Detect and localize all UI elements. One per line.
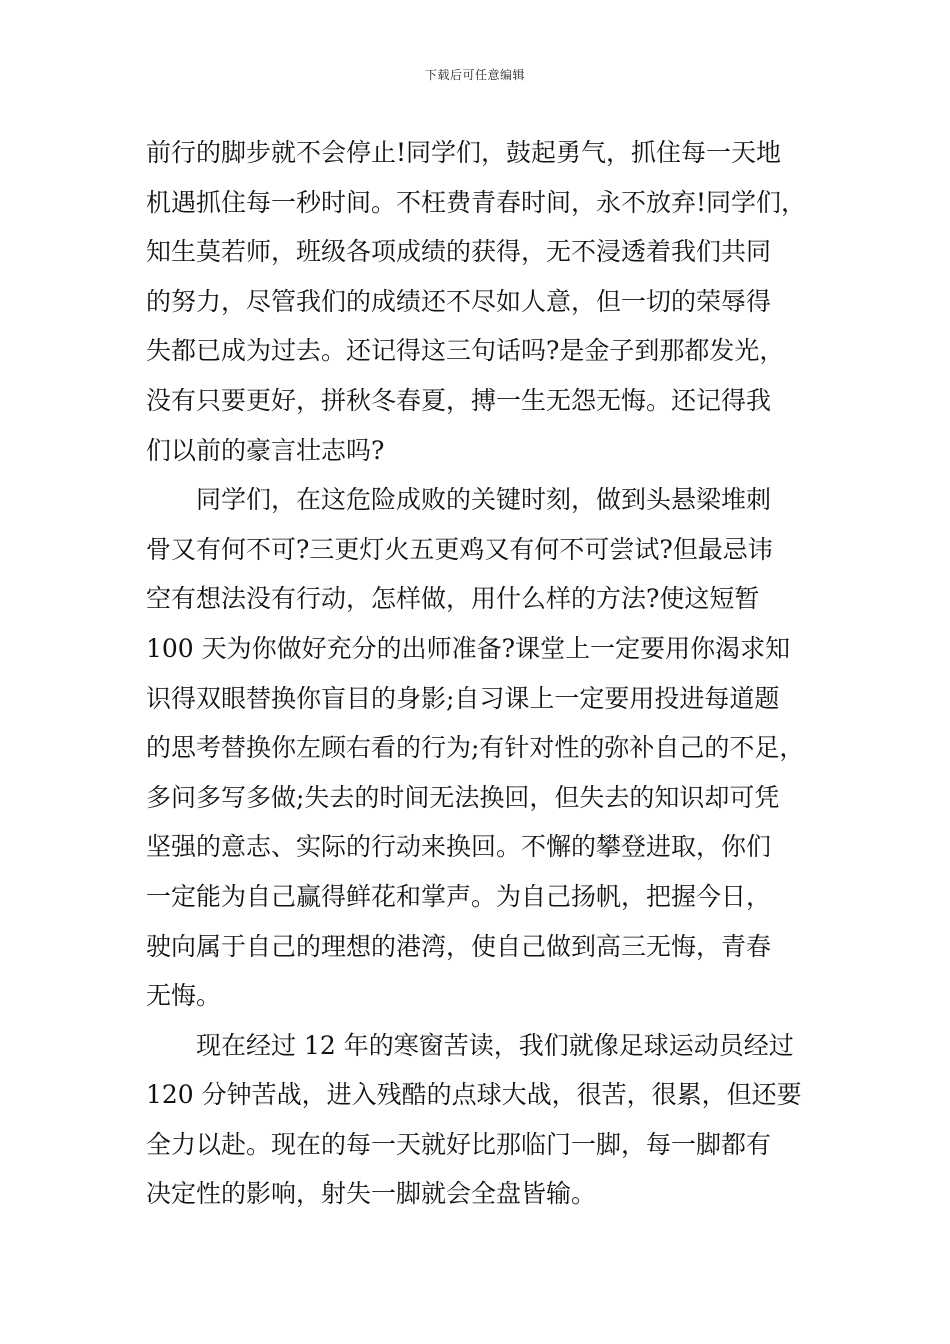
text-line: 识得双眼替换你盲目的身影;自习课上一定要用投进每道题	[146, 683, 780, 713]
text-line: 坚强的意志、实际的行动来换回。不懈的攀登进取，你们	[146, 832, 772, 862]
text-line: 无悔。	[146, 981, 222, 1011]
paragraph-1	[146, 128, 816, 475]
text-line: 120 分钟苦战，进入残酷的点球大战，很苦，很累，但还要	[146, 1080, 802, 1110]
text-line: 100 天为你做好充分的出师准备?课堂上一定要用你渴求知	[146, 633, 791, 663]
text-line: 全力以赴。现在的每一天就好比那临门一脚，每一脚都有	[146, 1129, 772, 1159]
text-line: 前行的脚步就不会停止!同学们，鼓起勇气，抓住每一天地	[146, 138, 782, 167]
text-line: 驶向属于自己的理想的港湾，使自己做到高三无悔，青春	[146, 931, 772, 961]
text-line: 知生莫若师，班级各项成绩的获得，无不浸透着我们共同	[146, 237, 772, 267]
text-line: 多问多写多做;失去的时间无法换回，但失去的知识却可凭	[146, 782, 780, 812]
page-header: 下载后可任意编辑	[424, 68, 525, 82]
text-line: 机遇抓住每一秒时间。不枉费青春时间，永不放弃!同学们，	[146, 187, 807, 217]
document-body	[146, 128, 816, 1219]
text-line: 骨又有何不可?三更灯火五更鸡又有何不可尝试?但最忌讳	[146, 534, 773, 564]
paragraph-2	[146, 475, 816, 1021]
text-line: 空有想法没有行动，怎样做，用什么样的方法?使这短暂	[146, 584, 760, 614]
text-line: 们以前的豪言壮志吗?	[146, 435, 385, 465]
text-line: 现在经过 12 年的寒窗苦读，我们就像足球运动员经过	[146, 1030, 794, 1060]
text-line: 一定能为自己赢得鲜花和掌声。为自己扬帆，把握今日，	[146, 881, 772, 911]
text-line: 的努力，尽管我们的成绩还不尽如人意，但一切的荣辱得	[146, 286, 772, 316]
text-line: 决定性的影响，射失一脚就会全盘皆输。	[146, 1179, 597, 1209]
paragraph-3	[146, 1021, 816, 1219]
text-line: 同学们，在这危险成败的关键时刻，做到头悬梁堆刺	[146, 485, 772, 515]
text-line: 没有只要更好，拼秋冬春夏，搏一生无怨无悔。还记得我	[146, 385, 772, 415]
text-line: 失都已成为过去。还记得这三句话吗?是金子到那都发光，	[146, 336, 785, 366]
text-line: 的思考替换你左顾右看的行为;有针对性的弥补自己的不足，	[146, 733, 805, 763]
